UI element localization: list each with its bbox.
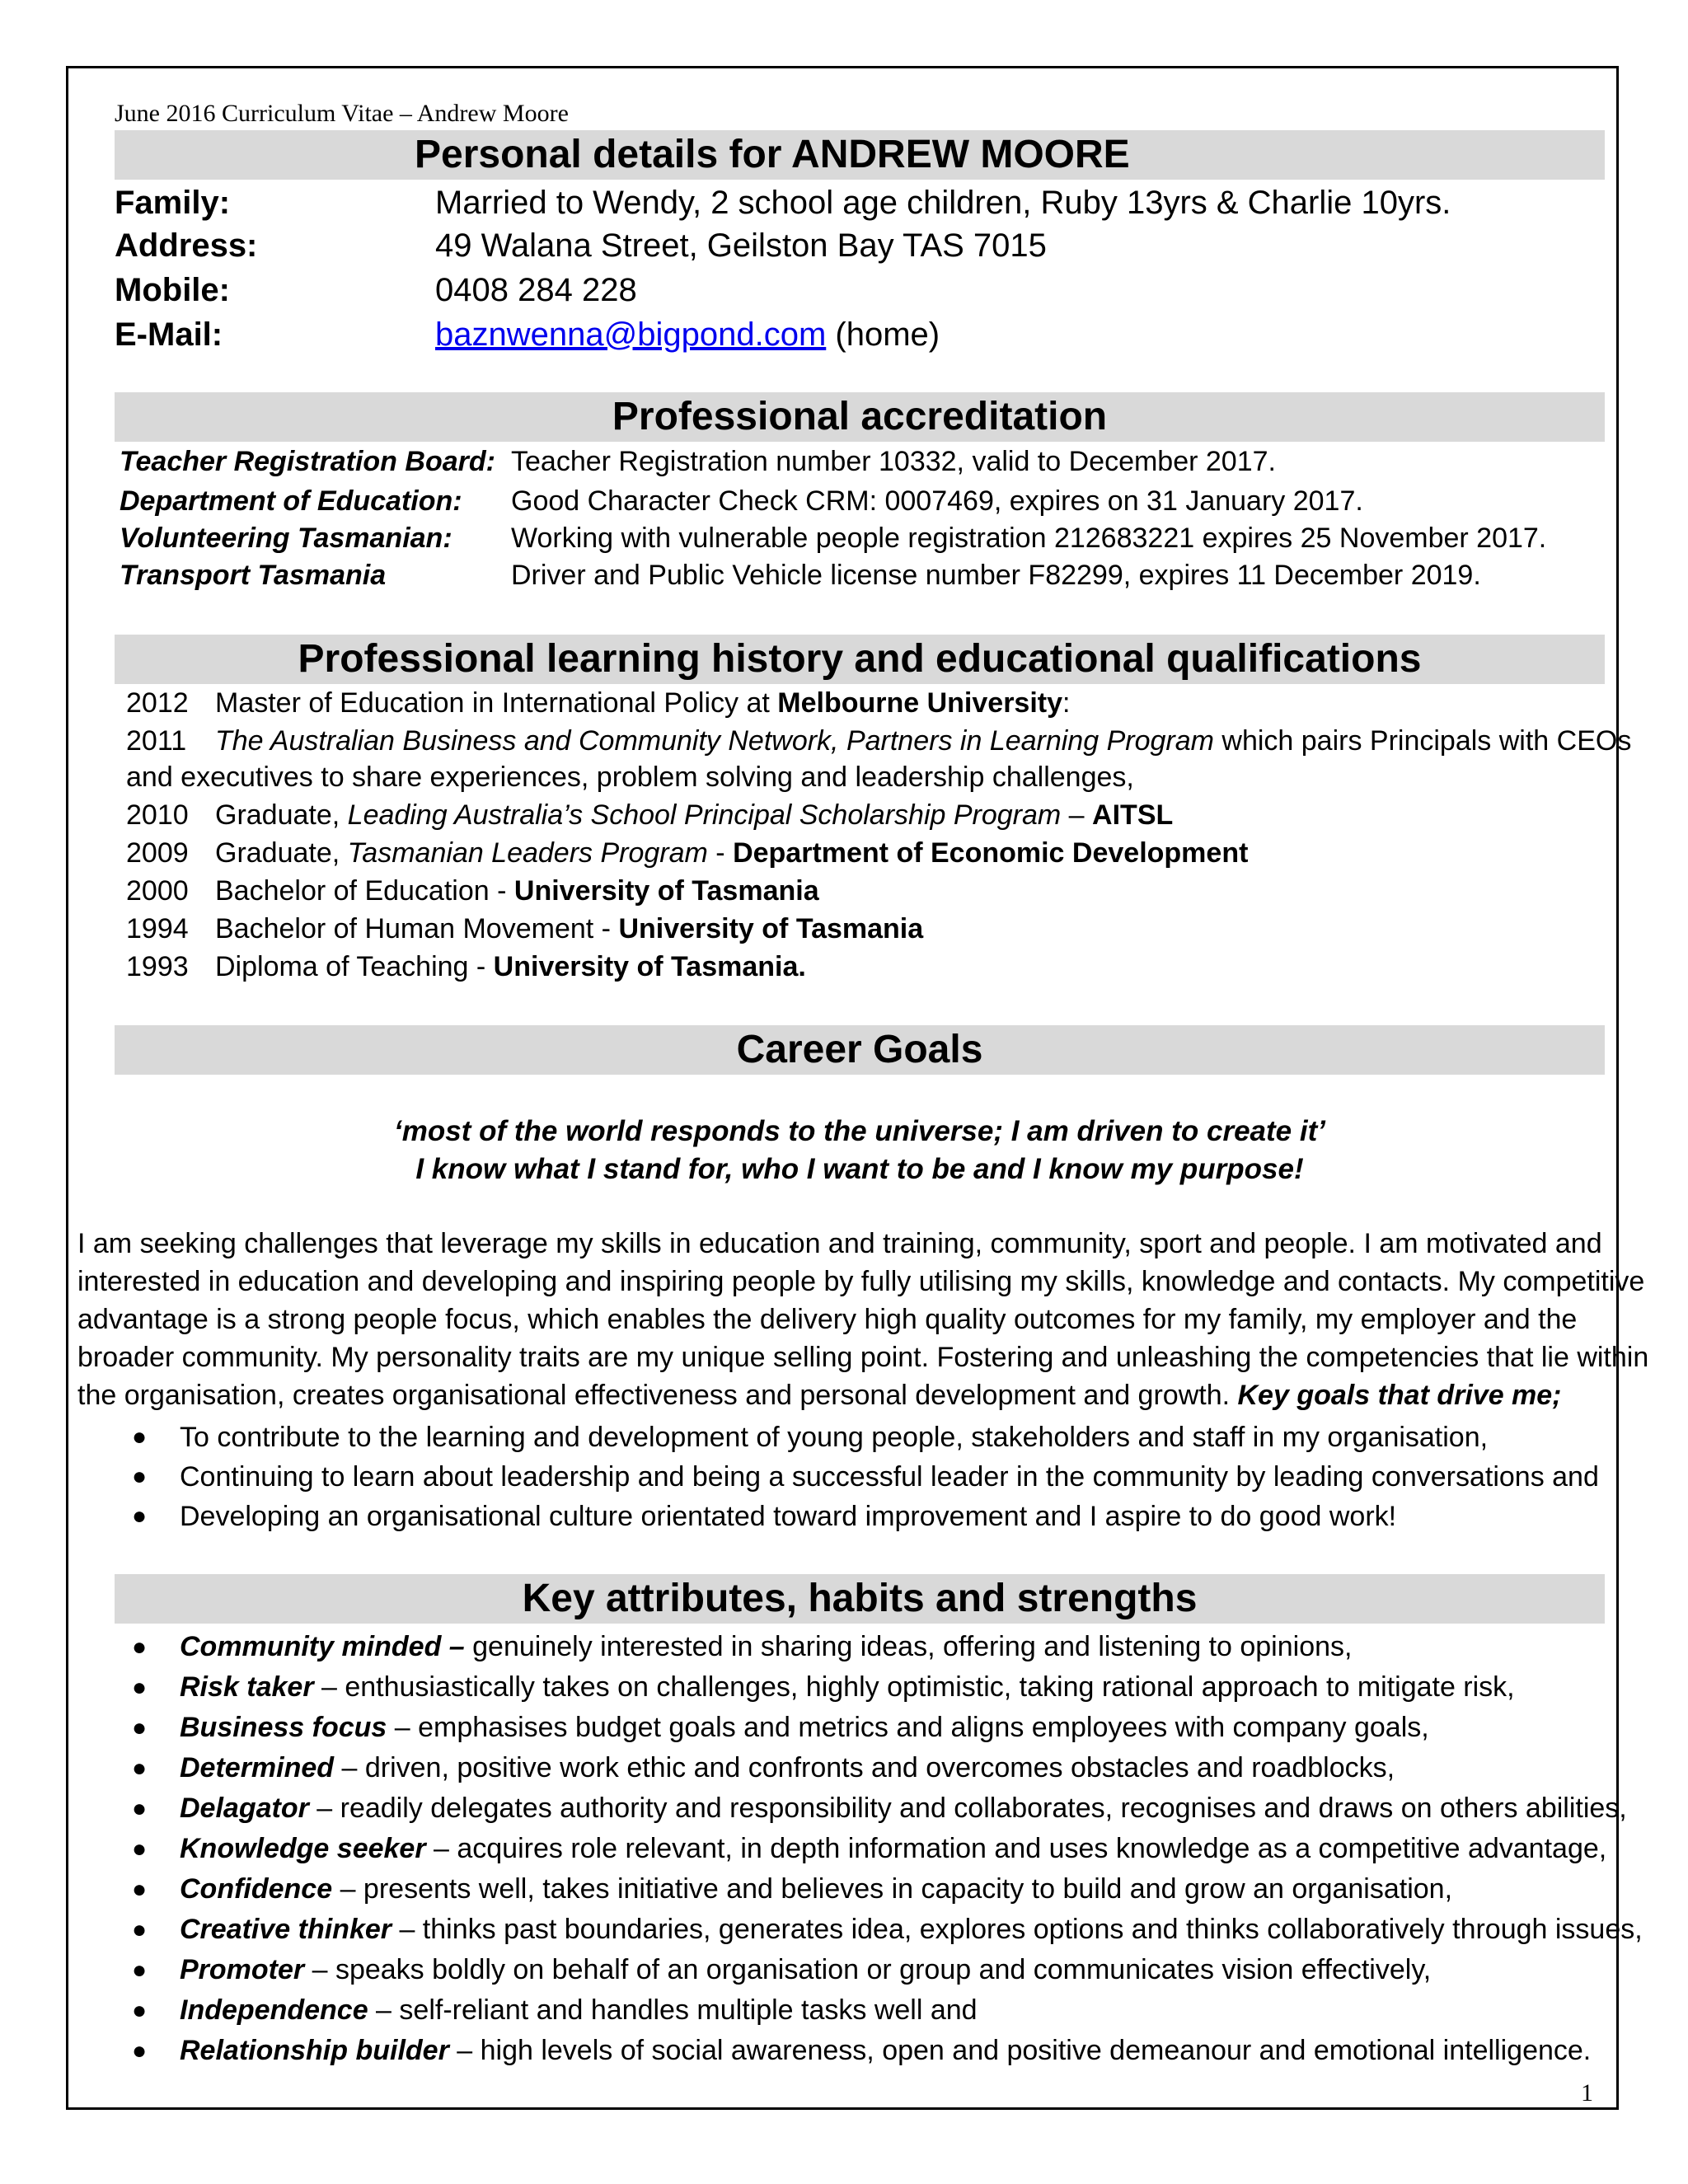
qualification-row <box>126 948 806 986</box>
qualification-year: 1994 <box>126 913 189 944</box>
bullet-icon: ● <box>132 1795 148 1822</box>
qualification-text: which pairs Principals with CEOs <box>1213 725 1632 757</box>
attribute-item <box>132 1990 1615 2031</box>
attribute-term: Independence <box>180 1994 368 2026</box>
goal-item <box>132 1497 1615 1536</box>
career-goals-heading <box>115 1025 1605 1075</box>
attribute-term: Relationship builder <box>180 2035 449 2066</box>
family-label: Family: <box>115 185 231 221</box>
qualification-program: The Australian Business and Community Network, Partners in Learning Program <box>215 725 1214 757</box>
qualification-text: Bachelor of Education - <box>215 875 514 907</box>
bullet-icon: ● <box>132 1674 148 1701</box>
attribute-description: – readily delegates authority and responsibility and collaborates, recognises and draws on others abilities, <box>308 1793 1627 1824</box>
qualification-row <box>126 834 1248 872</box>
goals-list <box>132 1418 1615 1536</box>
qualification-row <box>126 722 1631 760</box>
bullet-icon: ● <box>132 1876 148 1903</box>
attribute-item <box>132 2031 1615 2071</box>
qualification-institution: Department of Economic Development <box>733 837 1249 869</box>
attribute-description: – self-reliant and handles multiple tasks well and <box>368 1994 978 2026</box>
goal-text: Continuing to learn about leadership and being a successful leader in the community by leading conversations and <box>180 1461 1599 1493</box>
department-education-value: Good Character Check CRM: 0007469, expires on 31 January 2017. <box>511 485 1363 517</box>
attribute-item <box>132 1829 1615 1869</box>
teacher-registration-value: Teacher Registration number 10332, valid to December 2017. <box>511 446 1276 477</box>
mobile-label: Mobile: <box>115 272 230 308</box>
email-label: E-Mail: <box>115 316 223 353</box>
bullet-icon: ● <box>132 1916 148 1943</box>
attribute-term: Confidence <box>180 1873 333 1905</box>
goal-text: Developing an organisational culture orientated toward improvement and I aspire to do good work! <box>180 1501 1397 1532</box>
department-education-label: Department of Education: <box>120 485 462 517</box>
qualification-text: Graduate, <box>215 837 348 869</box>
qualification-year: 2012 <box>126 687 189 719</box>
attributes-heading <box>115 1574 1605 1624</box>
bullet-icon: ● <box>132 2037 148 2064</box>
qualification-row <box>126 684 1070 722</box>
email-link[interactable]: baznwenna@bigpond.com <box>435 316 827 353</box>
mobile-value: 0408 284 228 <box>435 272 637 308</box>
accreditation-title: Professional accreditation <box>612 395 1108 438</box>
teacher-registration-label: Teacher Registration Board: <box>120 446 495 477</box>
qualification-text: Diploma of Teaching - <box>215 951 494 982</box>
attribute-description: – enthusiastically takes on challenges, highly optimistic, taking rational approach to mitigate risk, <box>313 1671 1515 1703</box>
email-suffix: (home) <box>826 316 940 353</box>
bullet-icon: ● <box>132 1957 148 1984</box>
personal-details-heading <box>115 130 1605 180</box>
qualification-separator: – <box>1061 799 1093 831</box>
attribute-item <box>132 1950 1615 1990</box>
goal-item <box>132 1418 1615 1457</box>
qualification-institution: AITSL <box>1092 799 1174 831</box>
family-value: Married to Wendy, 2 school age children, Ruby 13yrs & Charlie 10yrs. <box>435 185 1451 221</box>
goal-item <box>132 1457 1615 1497</box>
page-number: 1 <box>1581 2079 1593 2107</box>
attribute-term: Promoter <box>180 1954 305 1985</box>
motto-quote: ‘most of the world responds to the universe; I am driven to create it’ <box>394 1115 1325 1147</box>
bullet-icon: ● <box>132 1463 148 1490</box>
transport-label: Transport Tasmania <box>120 560 387 591</box>
qualification-institution: Melbourne University <box>777 687 1063 719</box>
bullet-icon: ● <box>132 1997 148 2024</box>
attribute-term: Delagator <box>180 1793 309 1824</box>
attribute-item <box>132 1748 1615 1788</box>
volunteering-label: Volunteering Tasmanian: <box>120 523 452 554</box>
paragraph-line <box>77 1376 1619 1414</box>
attribute-description: – presents well, takes initiative and believes in capacity to build and grow an organisation, <box>332 1873 1453 1905</box>
qualification-year: 2000 <box>126 875 189 907</box>
attribute-term: Determined <box>180 1752 335 1783</box>
address-label: Address: <box>115 227 258 264</box>
career-goals-paragraph <box>77 1225 1649 1414</box>
attributes-title: Key attributes, habits and strengths <box>522 1577 1198 1620</box>
attribute-item <box>132 1910 1643 1950</box>
attributes-list <box>132 1627 1643 2071</box>
attribute-description: – emphasises budget goals and metrics and aligns employees with company goals, <box>387 1712 1429 1743</box>
bullet-icon: ● <box>132 1423 148 1451</box>
accreditation-heading <box>115 392 1605 442</box>
document-header: June 2016 Curriculum Vitae – Andrew Moore <box>115 100 569 127</box>
qualification-row <box>126 910 923 948</box>
qualification-text: Bachelor of Human Movement - <box>215 913 619 944</box>
qualification-year: 2011 <box>126 725 187 757</box>
qualification-continuation: and executives to share experiences, problem solving and leadership challenges, <box>126 762 1134 793</box>
paragraph-line: advantage is a strong people focus, which enables the delivery high quality outcomes for my family, my employer and the <box>77 1304 1578 1335</box>
qualification-text: Graduate, <box>215 799 348 831</box>
personal-details-title: Personal details for ANDREW MOORE <box>415 133 1130 176</box>
volunteering-value: Working with vulnerable people registration 212683221 expires 25 November 2017. <box>511 523 1547 554</box>
attribute-item <box>132 1627 1615 1667</box>
paragraph-line-text: the organisation, creates organisational effectiveness and personal development and growth. <box>77 1380 1238 1411</box>
qualification-tail: : <box>1062 687 1071 719</box>
attribute-term: Creative thinker <box>180 1914 392 1945</box>
paragraph-line: I am seeking challenges that leverage my skills in education and training, community, sport and people. I am motivated and <box>77 1228 1602 1259</box>
attribute-term: Risk taker <box>180 1671 314 1703</box>
paragraph-line: interested in education and developing and inspiring people by fully utilising my skills, knowledge and contacts. My competitive <box>77 1266 1645 1297</box>
bullet-icon: ● <box>132 1714 148 1741</box>
bullet-icon: ● <box>132 1633 148 1661</box>
qualification-program: Tasmanian Leaders Program <box>347 837 708 869</box>
qualification-row <box>126 872 819 910</box>
attribute-description: genuinely interested in sharing ideas, offering and listening to opinions, <box>464 1631 1353 1662</box>
qualification-year: 1993 <box>126 951 189 982</box>
purpose-statement: I know what I stand for, who I want to be and I know my purpose! <box>415 1153 1304 1185</box>
attribute-description: – driven, positive work ethic and confronts and overcomes obstacles and roadblocks, <box>334 1752 1395 1783</box>
bullet-icon: ● <box>132 1835 148 1863</box>
bullet-icon: ● <box>132 1755 148 1782</box>
career-goals-title: Career Goals <box>736 1028 983 1071</box>
bullet-icon: ● <box>132 1502 148 1530</box>
goal-text: To contribute to the learning and development of young people, stakeholders and staff in my organisation, <box>180 1422 1489 1453</box>
attribute-description: – speaks boldly on behalf of an organisation or group and communicates vision effectively, <box>304 1954 1432 1985</box>
attribute-term: Knowledge seeker <box>180 1833 426 1864</box>
address-value: 49 Walana Street, Geilston Bay TAS 7015 <box>435 227 1047 264</box>
qualification-row <box>126 796 1173 834</box>
key-goals-emphasis: Key goals that drive me; <box>1237 1380 1562 1411</box>
attribute-item <box>132 1708 1615 1748</box>
qualification-institution: University of Tasmania. <box>493 951 806 982</box>
learning-heading <box>115 635 1605 684</box>
attribute-term: Community minded – <box>180 1631 465 1662</box>
qualification-separator: - <box>707 837 734 869</box>
attribute-term: Business focus <box>180 1712 387 1743</box>
attribute-item <box>132 1667 1615 1708</box>
qualification-text: Master of Education in International Policy at <box>215 687 778 719</box>
attribute-description: – thinks past boundaries, generates idea, explores options and thinks collaboratively through issues, <box>392 1914 1643 1945</box>
qualification-year: 2010 <box>126 799 189 831</box>
attribute-description: – acquires role relevant, in depth information and uses knowledge as a competitive advantage, <box>425 1833 1607 1864</box>
attribute-item <box>132 1788 1627 1829</box>
attribute-item <box>132 1869 1615 1910</box>
learning-title: Professional learning history and educational qualifications <box>298 637 1422 681</box>
qualification-institution: University of Tasmania <box>618 913 924 944</box>
qualification-year: 2009 <box>126 837 189 869</box>
attribute-description: – high levels of social awareness, open and positive demeanour and emotional intelligence. <box>448 2035 1592 2066</box>
email-value <box>435 313 940 356</box>
qualification-institution: University of Tasmania <box>513 875 819 907</box>
paragraph-line: broader community. My personality traits are my unique selling point. Fostering and unleashing the competencies that lie within <box>77 1342 1649 1373</box>
transport-value: Driver and Public Vehicle license number F82299, expires 11 December 2019. <box>511 560 1481 591</box>
qualification-program: Leading Australia’s School Principal Scholarship Program <box>347 799 1062 831</box>
